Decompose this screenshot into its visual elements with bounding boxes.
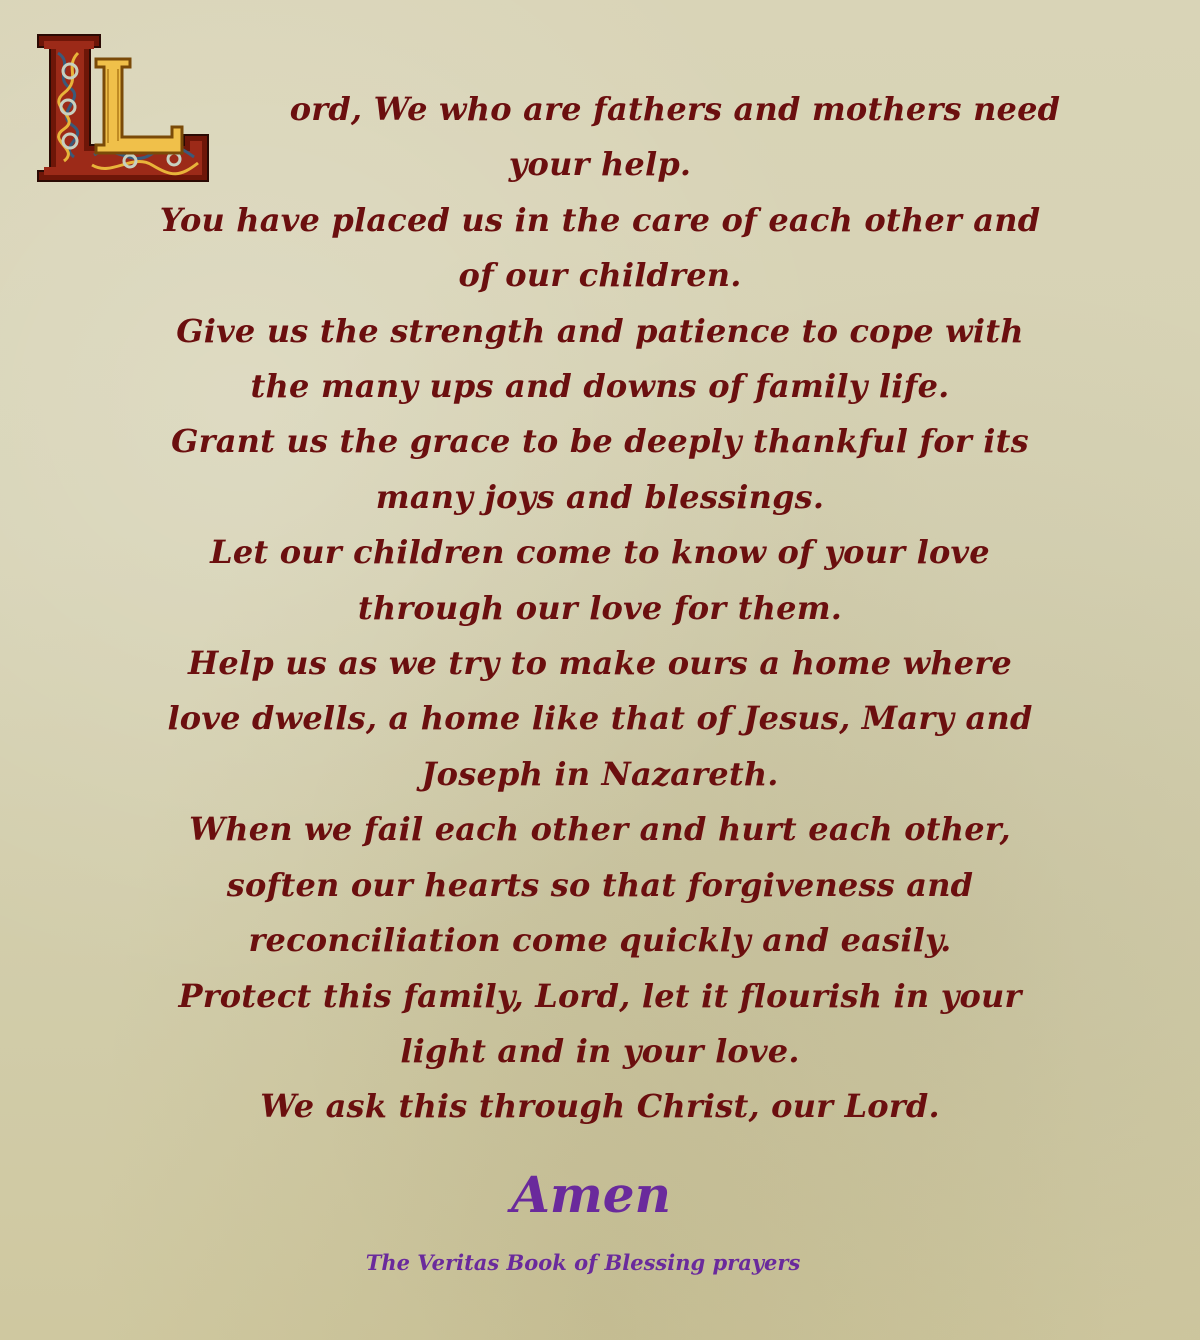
prayer-line: You have placed us in the care of each other and — [159, 200, 1041, 239]
prayer-line: your help. — [508, 145, 692, 184]
prayer-line: Give us the strength and patience to cope with — [176, 311, 1024, 350]
amen-heading: Amen — [511, 1165, 671, 1224]
prayer-line: When we fail each other and hurt each other, — [189, 810, 1011, 849]
prayer-line: Grant us the grace to be deeply thankful for its — [171, 422, 1029, 461]
source-attribution: The Veritas Book of Blessing prayers — [365, 1250, 801, 1275]
prayer-line: Let our children come to know of your love — [210, 533, 990, 572]
prayer-line: love dwells, a home like that of Jesus, Mary and — [167, 699, 1033, 738]
prayer-line: We ask this through Christ, our Lord. — [260, 1087, 940, 1126]
prayer-line: Joseph in Nazareth. — [421, 754, 779, 793]
prayer-line: many joys and blessings. — [375, 477, 825, 516]
prayer-line: Protect this family, Lord, let it flourish in your — [178, 976, 1022, 1015]
prayer-line: the many ups and downs of family life. — [250, 367, 950, 406]
prayer-line: ord, We who are fathers and mothers need — [289, 90, 1061, 128]
prayer-line: reconciliation come quickly and easily. — [248, 921, 952, 960]
prayer-line: Help us as we try to make ours a home where — [188, 644, 1012, 683]
prayer-line: soften our hearts so that forgiveness and — [226, 865, 974, 904]
prayer-text — [90, 82, 1110, 1135]
prayer-line: of our children. — [458, 256, 742, 295]
prayer-line: through our love for them. — [357, 588, 843, 627]
prayer-line: light and in your love. — [400, 1031, 800, 1070]
